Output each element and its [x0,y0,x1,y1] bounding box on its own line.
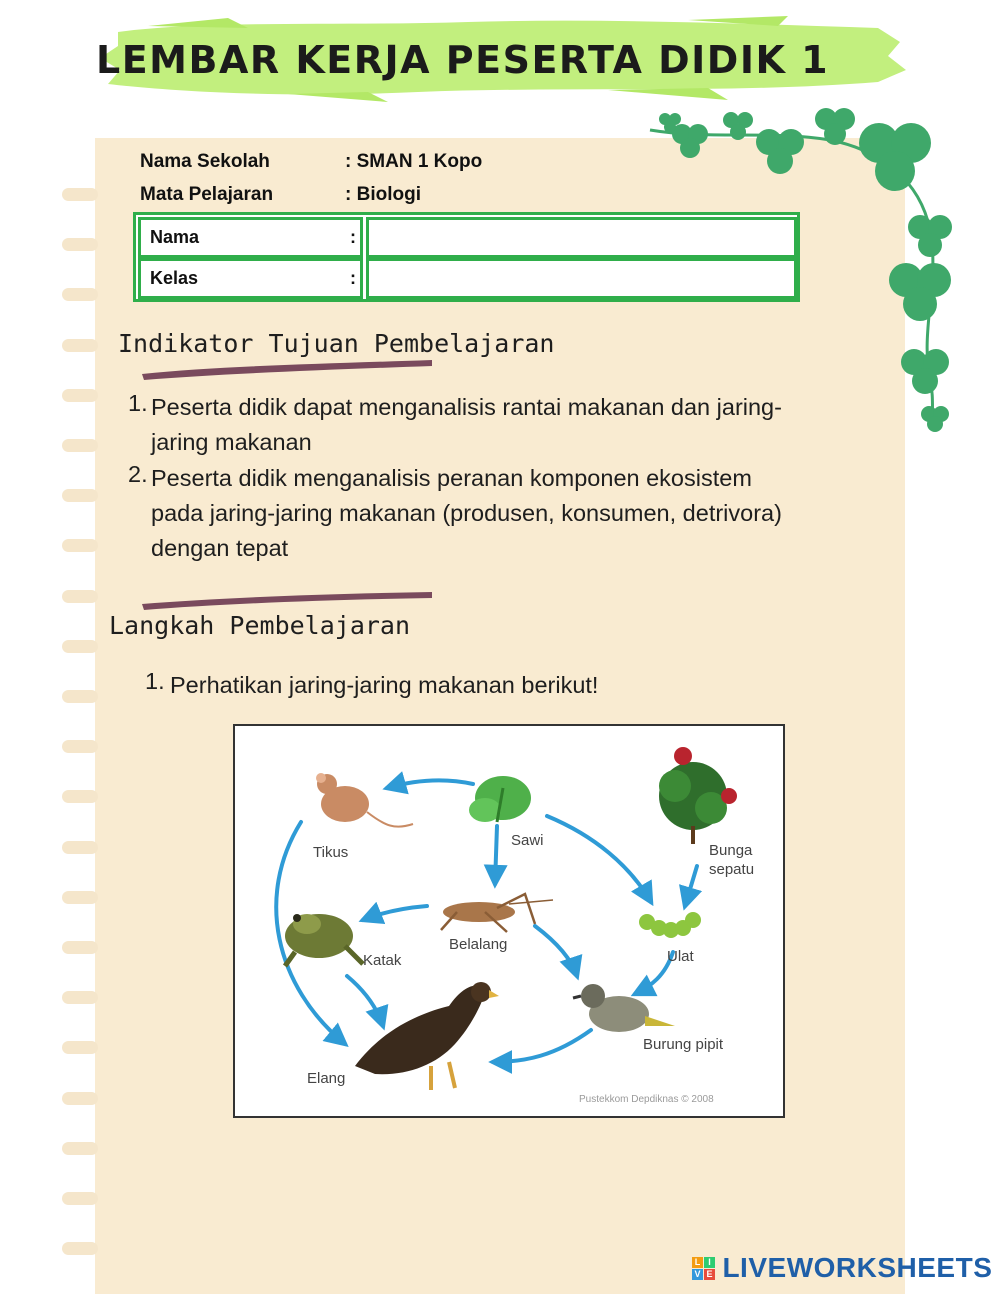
label-ulat: Ulat [667,948,694,965]
frog-icon [285,914,363,966]
name-input[interactable] [366,217,797,258]
paper-tab [62,1041,98,1054]
class-label: Kelas [150,268,199,288]
objective-2-line1: Peserta didik menganalisis peranan komponen ekosistem [151,465,752,491]
mouse-icon [316,773,413,827]
objective-2-line2: pada jaring-jaring makanan (produsen, konsumen, detrivora) [151,500,782,526]
steps-heading: Langkah Pembelajaran [109,611,411,640]
arrow-belalang-burung [535,926,577,976]
paper-tab [62,991,98,1004]
objective-2-line3: dengan tepat [151,535,289,561]
label-sawi: Sawi [511,832,544,849]
paper-tab [62,339,98,352]
hibiscus-bush-icon [659,747,737,844]
paper-tab [62,539,98,552]
student-identity-table [133,212,800,302]
arrow-katak-elang [347,976,383,1026]
paper-tab [62,740,98,753]
food-web-figure [233,724,785,1118]
class-label-cell [138,258,363,299]
objective-2-number: 2. [128,461,148,487]
paper-tab [62,841,98,854]
paper-tab [62,238,98,251]
name-colon: : [350,227,356,247]
paper-tab [62,439,98,452]
label-bunga: Bunga [709,842,753,859]
label-burung-pipit: Burung pipit [643,1036,724,1053]
sparrow-icon [573,984,675,1032]
liveworksheets-brand[interactable] [692,1252,992,1284]
objective-1-line1: Peserta didik dapat menganalisis rantai makanan dan jaring- [151,394,782,420]
school-value: : SMAN 1 Kopo [345,151,483,172]
paper-tab [62,1142,98,1155]
paper-tab [62,489,98,502]
mustard-greens-icon [469,776,531,822]
arrow-belalang-katak [363,906,427,920]
liveworksheets-logo-icon: L I V E [692,1257,715,1280]
class-colon: : [350,268,356,288]
arrow-bunga-ulat [685,866,697,906]
paper-tab [62,690,98,703]
paper-tab [62,640,98,653]
objective-1-line2: jaring makanan [151,429,312,455]
subject-value: : Biologi [345,184,421,205]
class-input[interactable] [366,258,797,299]
arrow-burung-elang [493,1030,591,1062]
paper-tab [62,891,98,904]
eagle-icon [355,982,499,1090]
paper-tab [62,590,98,603]
worksheet-title: LEMBAR KERJA PESERTA DIDIK 1 [96,38,830,82]
figure-credit: Pustekkom Depdiknas © 2008 [579,1094,714,1105]
name-label: Nama [150,227,200,247]
step-1-text: Perhatikan jaring-jaring makanan berikut! [170,672,599,698]
step-1-number: 1. [145,668,165,694]
paper-tab [62,1192,98,1205]
paper-tab [62,1092,98,1105]
label-elang: Elang [307,1070,346,1087]
caterpillar-icon [639,912,701,938]
paper-tab [62,288,98,301]
paper-tab [62,790,98,803]
name-label-cell [138,217,363,258]
label-tikus: Tikus [313,844,349,861]
paper-tab [62,188,98,201]
label-belalang: Belalang [449,936,508,953]
objectives-heading-underline [138,356,438,382]
label-katak: Katak [363,952,402,969]
liveworksheets-wordmark: LIVEWORKSHEETS [722,1252,993,1283]
arrow-sawi-belalang [495,826,497,884]
paper-tab [62,389,98,402]
subject-label: Mata Pelajaran [140,184,274,205]
paper-tab [62,1242,98,1255]
label-sepatu: sepatu [709,861,755,878]
objective-1-number: 1. [128,390,148,416]
arrow-sawi-tikus [387,781,473,788]
objectives-heading: Indikator Tujuan Pembelajaran [118,329,555,358]
arrow-sawi-ulat [547,816,651,902]
paper-tab [62,941,98,954]
food-web-illustration [235,726,783,1116]
school-label: Nama Sekolah [140,151,270,172]
